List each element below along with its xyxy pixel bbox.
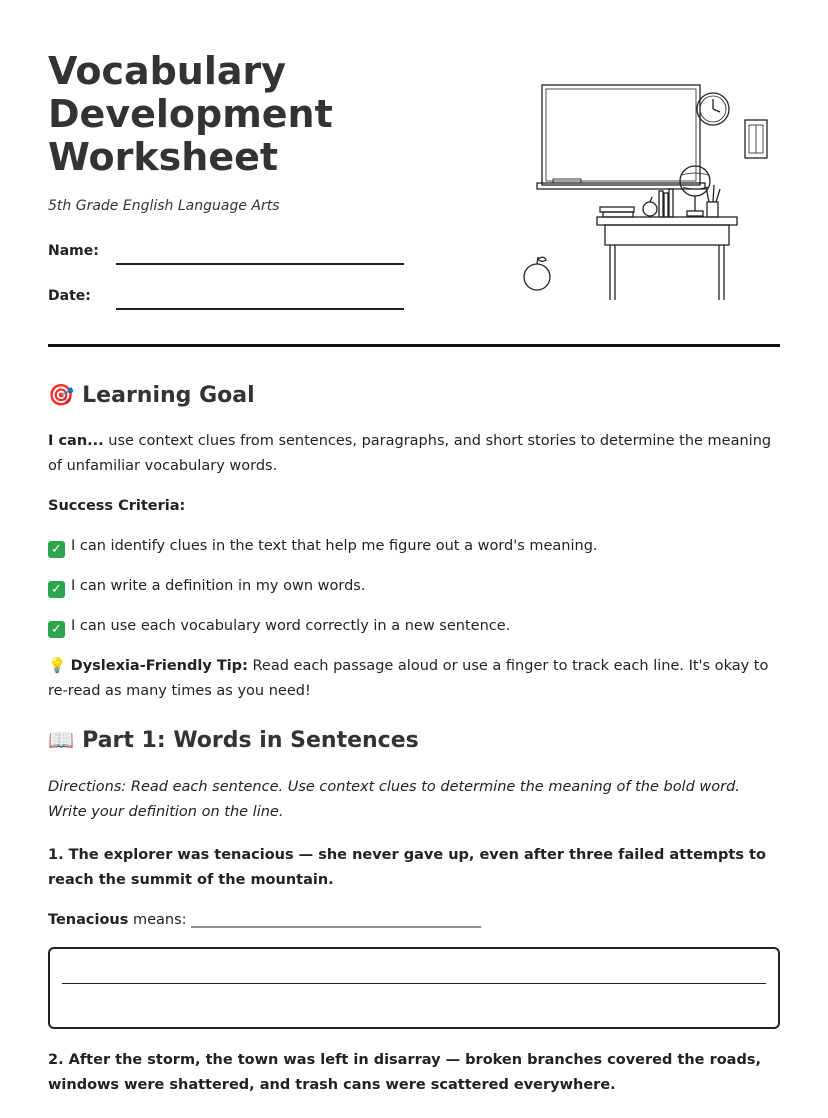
part1-directions: Directions: Read each sentence. Use context clues to determine the meaning of the bold word. Write your definition on the line. bbox=[48, 779, 740, 820]
criteria-item: ✓ I can write a definition in my own words. bbox=[48, 574, 780, 599]
name-field[interactable] bbox=[116, 263, 404, 265]
question-1-definition-prompt: Tenacious means: ________________________________________ bbox=[48, 912, 482, 928]
learning-goal-heading: 🎯 Learning Goal bbox=[48, 383, 255, 408]
date-field[interactable] bbox=[116, 308, 404, 310]
classroom-illustration bbox=[515, 75, 780, 310]
open-book-icon: 📖 bbox=[48, 728, 75, 752]
dyslexia-tip: 💡 Dyslexia-Friendly Tip: Read each passage aloud or use a finger to track each line. It's okay to re-read as many times as you need! bbox=[48, 658, 769, 699]
worksheet-title: Vocabulary Development Worksheet bbox=[48, 49, 333, 179]
i-can-statement: I can... use context clues from sentences, paragraphs, and short stories to determine the meaning of unfamiliar vocabulary words. bbox=[48, 433, 772, 474]
lightbulb-icon: 💡 bbox=[48, 658, 67, 674]
target-icon: 🎯 bbox=[48, 383, 75, 407]
date-label: Date: bbox=[48, 288, 91, 304]
answer-box[interactable] bbox=[48, 947, 780, 1029]
name-label: Name: bbox=[48, 243, 99, 259]
question-2: 2. After the storm, the town was left in disarray — broken branches covered the roads, windows were shattered, and trash cans were scattered everywhere. bbox=[48, 1052, 761, 1093]
criteria-item: ✓ I can use each vocabulary word correctly in a new sentence. bbox=[48, 614, 780, 639]
header-divider bbox=[48, 344, 780, 347]
checkmark-icon: ✓ bbox=[48, 541, 65, 558]
criteria-item: ✓ I can identify clues in the text that help me figure out a word's meaning. bbox=[48, 534, 780, 559]
checkmark-icon: ✓ bbox=[48, 581, 65, 598]
question-1: 1. The explorer was tenacious — she never gave up, even after three failed attempts to reach the summit of the mountain. bbox=[48, 847, 766, 888]
checkmark-icon: ✓ bbox=[48, 621, 65, 638]
subtitle: 5th Grade English Language Arts bbox=[48, 198, 280, 214]
success-criteria-label: Success Criteria: bbox=[48, 498, 186, 514]
part1-heading: 📖 Part 1: Words in Sentences bbox=[48, 728, 419, 753]
answer-line bbox=[62, 983, 766, 984]
